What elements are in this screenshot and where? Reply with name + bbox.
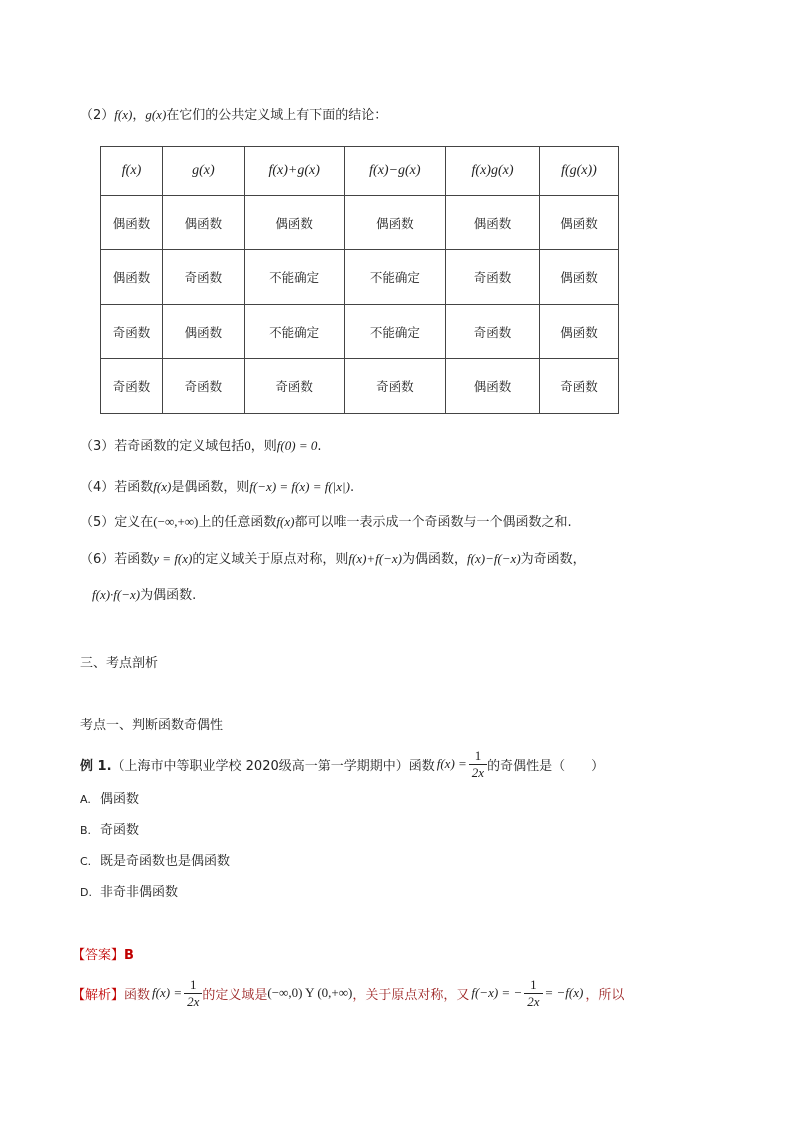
answer-value: B: [124, 948, 134, 963]
table-header: f(x)g(x): [446, 147, 540, 196]
example1-fraction: [469, 748, 487, 781]
item4-mid: 是偶函数，则: [171, 480, 250, 495]
table-header: f(x)−g(x): [344, 147, 445, 196]
item6-expr2: f(x)+f(−x): [348, 551, 403, 566]
item2-line: [80, 105, 387, 126]
item6-mid3: 为奇函数，: [520, 552, 586, 567]
analysis-domain: (−∞,0) Y (0,+∞): [267, 985, 353, 1000]
item4-expr: f(−x) = f(x) = f(|x|): [249, 479, 350, 494]
table-header: f(x): [101, 147, 163, 196]
analysis-fx: f(x) =: [152, 985, 183, 1000]
analysis-t4: = −f(x): [544, 985, 584, 1000]
table-cell: 奇函数: [101, 359, 163, 414]
option-letter: D.: [80, 886, 92, 899]
table-row: [101, 304, 619, 359]
parity-table: [100, 146, 619, 414]
table-cell: 奇函数: [446, 250, 540, 305]
example1-end: 的奇偶性是（ ）: [487, 758, 605, 774]
analysis-t5: ，所以: [585, 987, 625, 1003]
option-b: [80, 821, 139, 841]
analysis-t3: ，关于原点对称，又: [352, 987, 470, 1003]
item3-line: [80, 436, 321, 457]
topic-heading: 考点一、判断函数奇偶性: [80, 718, 224, 733]
table-cell: 偶函数: [163, 304, 245, 359]
table-cell: 偶函数: [163, 195, 245, 250]
item6-mid1: 的定义域关于原点对称，则: [192, 552, 349, 567]
table-row: [101, 250, 619, 305]
table-cell: 不能确定: [244, 250, 344, 305]
table-cell: 偶函数: [344, 195, 445, 250]
example1-source: （上海市中等职业学校 2020级高一第一学期期中）函数: [111, 758, 435, 774]
table-cell: 奇函数: [101, 304, 163, 359]
option-letter: A.: [80, 793, 91, 806]
item2-sep: ，: [132, 108, 146, 123]
table-cell: 偶函数: [244, 195, 344, 250]
option-d: [80, 883, 178, 903]
item2-f: f(x): [114, 107, 133, 122]
table-cell: 奇函数: [344, 359, 445, 414]
table-cell: 奇函数: [163, 359, 245, 414]
table-row: [101, 195, 619, 250]
item5-prefix: （5）定义在: [80, 515, 154, 530]
analysis-num1: 1: [184, 977, 202, 994]
item5-end: 都可以唯一表示成一个奇函数与一个偶函数之和.: [294, 515, 572, 530]
table-cell: 偶函数: [101, 250, 163, 305]
example1-den: 2x: [471, 764, 485, 780]
table-header: f(x)+g(x): [244, 147, 344, 196]
item6-line: [80, 549, 586, 570]
table-row: [101, 359, 619, 414]
analysis-fraction2: [524, 977, 542, 1010]
item3-end: .: [317, 439, 322, 454]
item3-zero: 0: [244, 438, 251, 453]
table-header-row: [101, 147, 619, 196]
example1-line: [80, 746, 604, 782]
option-letter: C.: [80, 855, 92, 868]
table-cell: 偶函数: [446, 359, 540, 414]
example1-label: 例 1.: [80, 758, 112, 774]
table-cell: 奇函数: [446, 304, 540, 359]
table-cell: 奇函数: [244, 359, 344, 414]
item6-expr4: f(x)·f(−x): [92, 587, 141, 602]
analysis-den1: 2x: [187, 993, 200, 1009]
item4-end: .: [349, 480, 355, 495]
option-text: 既是奇函数也是偶函数: [100, 854, 231, 869]
item6-line2: [92, 585, 196, 606]
table-cell: 偶函数: [539, 195, 618, 250]
item2-prefix: （2）: [80, 108, 115, 123]
analysis-t1: 函数: [124, 987, 151, 1003]
item3-expr: f(0) = 0: [276, 438, 318, 453]
item3-mid: ，则: [250, 439, 277, 454]
table-cell: 偶函数: [101, 195, 163, 250]
item6-prefix: （6）若函数: [80, 552, 154, 567]
item5-line: [80, 512, 572, 533]
option-text: 偶函数: [100, 792, 140, 807]
item2-text: 在它们的公共定义域上有下面的结论：: [166, 108, 388, 123]
option-a: [80, 790, 139, 810]
option-letter: B.: [80, 824, 92, 837]
option-text: 奇函数: [100, 823, 140, 838]
table-cell: 不能确定: [244, 304, 344, 359]
table-header: g(x): [163, 147, 245, 196]
item4-prefix: （4）若函数: [80, 480, 154, 495]
table-cell: 不能确定: [344, 250, 445, 305]
analysis-t2: 的定义域是: [202, 987, 268, 1003]
item4-line: [80, 477, 354, 498]
item5-interval: (−∞,+∞): [153, 514, 199, 529]
analysis-tag: 【解析】: [72, 987, 125, 1003]
item4-f: f(x): [153, 479, 172, 494]
answer-tag: 【答案】: [72, 948, 125, 963]
item2-g: g(x): [145, 107, 167, 122]
table-header: f(g(x)): [539, 147, 618, 196]
option-text: 非奇非偶函数: [100, 885, 179, 900]
table-cell: 奇函数: [539, 359, 618, 414]
answer-line: [72, 946, 134, 966]
analysis-num2: 1: [524, 977, 542, 994]
example1-fx: f(x) =: [436, 756, 467, 771]
item6-mid2: 为偶函数，: [402, 552, 468, 567]
item3-prefix: （3）若奇函数的定义域包括: [80, 439, 245, 454]
section-heading: 三、考点剖析: [80, 656, 159, 671]
table-cell: 偶函数: [539, 250, 618, 305]
table-cell: 偶函数: [446, 195, 540, 250]
item6-expr3: f(x)−f(−x): [467, 551, 521, 566]
analysis-fneg: f(−x) = −: [471, 985, 523, 1000]
analysis-line: [72, 975, 624, 1011]
item5-f: f(x): [276, 514, 295, 529]
analysis-den2: 2x: [527, 993, 540, 1009]
analysis-fraction1: [184, 977, 202, 1010]
table-cell: 不能确定: [344, 304, 445, 359]
example1-num: 1: [469, 748, 487, 765]
item6-expr1: y = f(x): [153, 551, 193, 566]
table-cell: 奇函数: [163, 250, 245, 305]
item6-end: 为偶函数.: [140, 588, 197, 603]
item5-mid: 上的任意函数: [198, 515, 277, 530]
table-cell: 偶函数: [539, 304, 618, 359]
option-c: [80, 852, 230, 872]
